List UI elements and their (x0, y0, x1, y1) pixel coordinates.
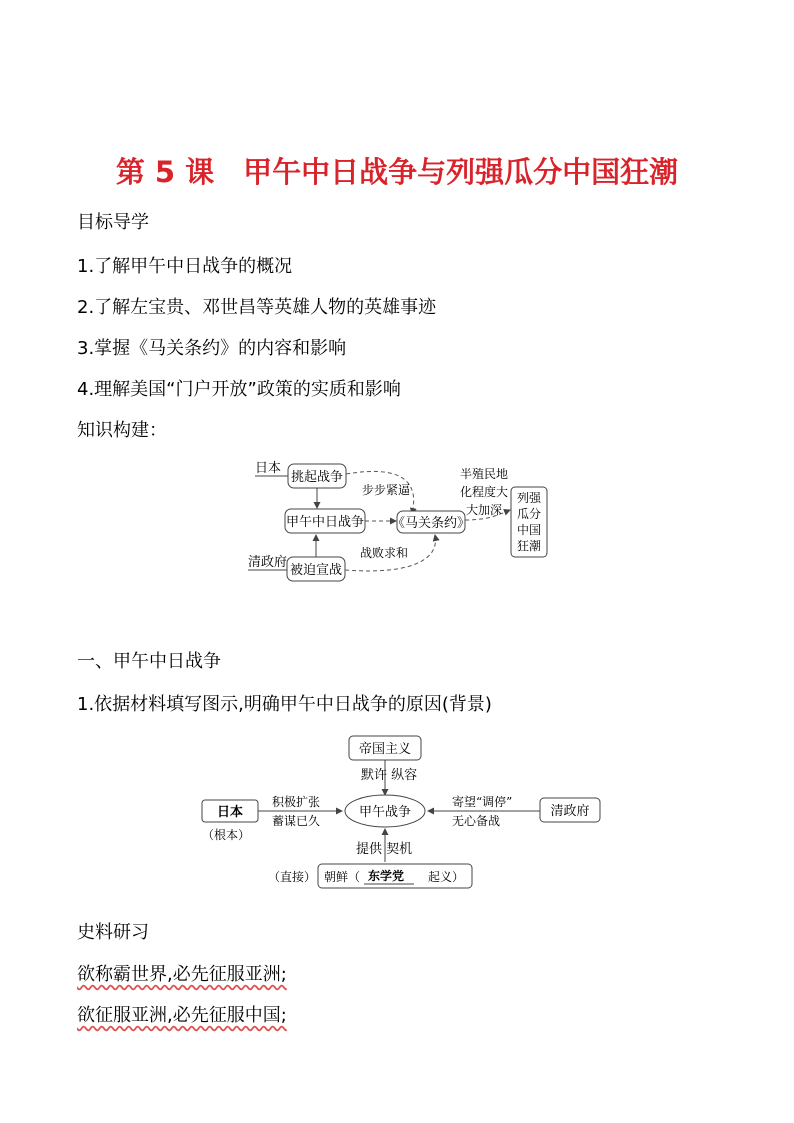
goal-item: 3.掌握《马关条约》的内容和影响 (77, 338, 347, 359)
d1-semi2: 化程度大 (460, 485, 509, 499)
d1-partition-4: 狂潮 (516, 539, 542, 553)
section-heading: 一、甲午中日战争 (77, 651, 221, 672)
d2-provide: 提供 契机 (356, 842, 413, 857)
goal-item: 1.了解甲午中日战争的概况 (77, 256, 293, 277)
d2-qing: 清政府 (550, 804, 590, 819)
d2-expand1: 积极扩张 (272, 795, 321, 809)
knowledge-heading: 知识构建： (77, 420, 167, 441)
d1-defeat: 战败求和 (360, 546, 409, 560)
quote-line: 欲征服亚洲,必先征服中国; (77, 1005, 287, 1026)
d1-partition-2: 瓜分 (516, 507, 542, 521)
subheading: 1.依据材料填写图示,明确甲午中日战争的原因(背景) (77, 694, 492, 715)
d2-direct: （直接） (268, 870, 317, 884)
page-title: 第 5 课 甲午中日战争与列强瓜分中国狂潮 (115, 155, 679, 189)
d2-expand2: 蓄谋已久 (272, 814, 321, 828)
d2-korea-pre: 朝鲜（ (324, 870, 361, 884)
d1-partition-3: 中国 (516, 523, 542, 537)
d2-imperialism: 帝国主义 (358, 742, 412, 757)
d1-qing: 清政府 (248, 555, 288, 570)
d2-root: （根本） (202, 828, 251, 842)
goals-heading: 目标导学 (77, 212, 149, 233)
d2-japan: 日本 (216, 805, 244, 820)
d1-partition-1: 列强 (516, 491, 542, 505)
d2-war: 甲午战争 (358, 805, 412, 820)
d2-korea-post: 起义） (428, 870, 465, 884)
d1-step: 步步紧逼 (362, 483, 411, 497)
d1-semi3: 大加深 (466, 503, 503, 517)
goal-item: 4.理解美国“门户开放”政策的实质和影响 (77, 379, 401, 400)
d2-hope2: 无心备战 (452, 814, 501, 828)
d1-semi1: 半殖民地 (460, 467, 509, 481)
sources-heading: 史料研习 (77, 922, 149, 943)
d2-connive: 默许 纵容 (361, 768, 418, 783)
d1-japan: 日本 (255, 461, 282, 476)
goal-item: 2.了解左宝贵、邓世昌等英雄人物的英雄事迹 (77, 297, 437, 318)
d2-hope1: 寄望“调停” (452, 795, 513, 809)
d1-treaty: 《马关条约》 (391, 516, 471, 531)
d2-donghak: 东学党 (367, 869, 405, 883)
d1-forced: 被迫宣战 (289, 563, 343, 578)
quote-line: 欲称霸世界,必先征服亚洲; (77, 964, 287, 985)
d1-provoke: 挑起战争 (290, 470, 344, 485)
d1-war: 甲午中日战争 (285, 515, 365, 530)
